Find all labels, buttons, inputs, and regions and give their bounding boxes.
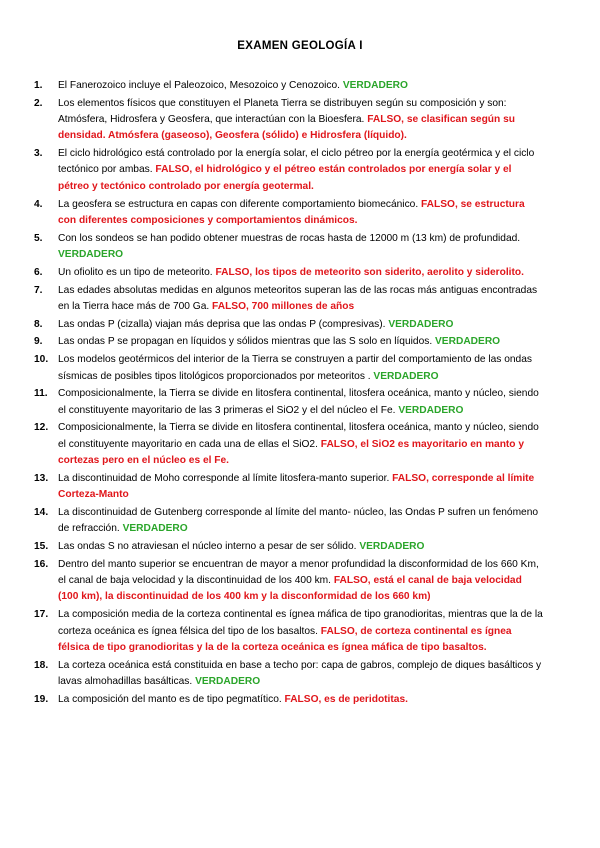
question-number: 18. <box>34 659 49 671</box>
question-number: 19. <box>34 693 49 705</box>
answer-true: VERDADERO <box>122 523 188 535</box>
answer-true: VERDADERO <box>342 80 408 91</box>
answer-false: FALSO, corresponde al límite Corteza-Manto <box>58 472 535 501</box>
question-item <box>34 557 544 606</box>
answer-true: VERDADERO <box>195 675 261 687</box>
question-text: Las ondas P se propagan en líquidos y sólidos mientras que las S solo en líquidos. <box>58 336 433 348</box>
question-text: El ciclo hidrológico está controlado por la energía solar, el ciclo pétreo por la energía geotérmica y el ciclo tectónico por ambas. <box>58 148 535 176</box>
question-item <box>34 265 544 281</box>
question-text: Con los sondeos se han podido obtener muestras de rocas hasta de 12000 m (13 km) de profundidad. <box>58 232 521 244</box>
answer-true: VERDADERO <box>388 318 454 330</box>
answer-true: VERDADERO <box>398 404 464 416</box>
question-item <box>34 96 544 145</box>
question-number: 16. <box>34 558 49 570</box>
question-item <box>34 146 544 195</box>
question-number: 1. <box>34 80 43 91</box>
question-text: El Fanerozoico incluye el Paleozoico, Mesozoico y Cenozoico. <box>58 80 340 91</box>
question-number: 14. <box>34 506 49 518</box>
question-text: Composicionalmente, la Tierra se divide en litosfera continental, litosfera oceánica, manto y núcleo, siendo el constituyente mayoritario de las 3 primeras el SiO2 y el del núcleo el Fe. <box>58 388 539 416</box>
question-item <box>34 78 544 94</box>
question-item <box>34 283 544 316</box>
question-text: Composicionalmente, la Tierra se divide en litosfera continental, litosfera oceánica, manto y núcleo, siendo el constituyente mayoritario en cada una de ellas el SiO2. <box>58 422 539 450</box>
question-number: 2. <box>34 97 43 109</box>
question-item <box>34 658 544 691</box>
question-text: La composición media de la corteza continental es ígnea máfica de tipo granodioritas, mientras que la de la corteza oceánica es ígnea félsica del tipo de los basaltos. <box>58 609 543 637</box>
question-text: Las ondas P (cizalla) viajan más deprisa que las ondas P (compresivas). <box>58 318 386 330</box>
question-text: Las edades absolutas medidas en algunos meteoritos superan las de las rocas más antiguas encontradas en la Tierra hace más de 700 Ga. <box>58 284 538 312</box>
question-text: La geosfera se estructura en capas con diferente comportamiento biomecánico. <box>58 198 419 210</box>
question-item <box>34 607 544 656</box>
question-number: 9. <box>34 336 43 348</box>
question-number: 6. <box>34 266 43 278</box>
answer-false: FALSO, es de peridotitas. <box>284 693 408 705</box>
answer-false: FALSO, el SiO2 es mayoritario en manto y cortezas pero en el núcleo es el Fe. <box>58 438 525 467</box>
question-number: 4. <box>34 198 43 210</box>
question-item <box>34 420 544 469</box>
question-item <box>34 539 544 555</box>
answer-true: VERDADERO <box>58 248 124 260</box>
question-text: Las ondas S no atraviesan el núcleo interno a pesar de ser sólido. <box>58 541 357 553</box>
question-text: Los elementos físicos que constituyen el Planeta Tierra se distribuyen según su composición y son: Atmósfera, Hidrosfera y Geosfera, que interactúan con la Bioesfera. <box>58 97 507 126</box>
answer-false: FALSO, se estructura con diferentes composiciones y comportamientos dinámicos. <box>58 198 525 226</box>
question-item <box>34 317 544 333</box>
question-number: 15. <box>34 541 49 553</box>
question-text: La corteza oceánica está constituida en base a techo por: capa de gabros, complejo de diques basálticos y lavas almohadillas basálticas. <box>58 659 542 687</box>
question-text: La discontinuidad de Gutenberg corresponde al límite del manto- núcleo, las Ondas P sufren un fenómeno de refracción. <box>58 506 539 535</box>
question-item <box>34 505 544 538</box>
question-number: 8. <box>34 318 43 330</box>
question-number: 11. <box>34 388 48 400</box>
question-item <box>34 692 544 708</box>
question-number: 12. <box>34 422 49 434</box>
question-text: La composición del manto es de tipo pegmatítico. <box>58 693 282 705</box>
question-number: 5. <box>34 232 43 244</box>
question-item <box>34 352 544 385</box>
question-number: 3. <box>34 148 43 160</box>
answer-true: VERDADERO <box>435 336 501 348</box>
question-text: Dentro del manto superior se encuentran de mayor a menor profundidad la disconformidad de los 660 Km, el canal de baja velocidad y la discontinuidad de los 400 km. <box>58 558 539 587</box>
question-text: La discontinuidad de Moho corresponde al límite litosfera-manto superior. <box>58 472 390 484</box>
answer-false: FALSO, se clasifican según su densidad. Atmósfera (gaseoso), Geosfera (sólido) e Hidrosfera (líquido). <box>58 114 515 142</box>
answer-false: FALSO, está el canal de baja velocidad (100 km), la discontinuidad de los 400 km y la disconformidad de los 660 km) <box>58 575 522 603</box>
answer-false: FALSO, los tipos de meteorito son siderito, aerolito y siderolito. <box>215 266 524 278</box>
answer-false: FALSO, 700 millones de años <box>212 300 355 312</box>
question-list <box>34 78 544 709</box>
question-number: 10. <box>34 354 49 366</box>
question-text: Los modelos geotérmicos del interior de la Tierra se construyen a partir del comportamiento de las ondas sísmicas de posibles tipos litológicos proporcionados por meteoritos . <box>58 354 532 382</box>
question-item <box>34 386 544 419</box>
question-item <box>34 334 544 350</box>
question-text: Un ofiolito es un tipo de meteorito. <box>58 266 213 278</box>
question-number: 17. <box>34 609 49 621</box>
question-item <box>34 231 544 264</box>
answer-true: VERDADERO <box>373 370 439 382</box>
question-item <box>34 471 544 504</box>
question-number: 7. <box>34 284 43 296</box>
page-title: EXAMEN GEOLOGÍA I <box>237 40 363 52</box>
answer-true: VERDADERO <box>359 541 425 553</box>
question-number: 13. <box>34 472 49 484</box>
answer-false: FALSO, de corteza continental es ígnea félsica de tipo granodioritas y la de la corteza oceánica es ígnea máfica de tipo basaltos. <box>58 625 512 653</box>
answer-false: FALSO, el hidrológico y el pétreo están controlados por energía solar y el pétreo y tectónico controlado por energía geotermal. <box>58 164 512 192</box>
question-item <box>34 197 544 230</box>
